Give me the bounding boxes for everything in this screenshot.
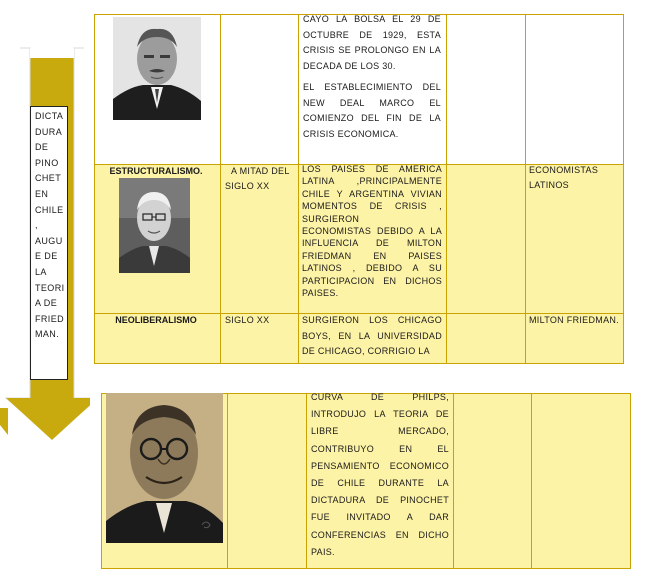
friedman-text-line: DICTADURA DE PINOCHET (311, 495, 449, 506)
estructuralismo-text-line: ECONOMISTAS DEBIDO A LA (302, 226, 442, 237)
side-note-line: FRIED (35, 313, 64, 324)
side-note-box (30, 106, 68, 380)
estructuralismo-event-text (302, 163, 442, 299)
estructuralismo-text-line: INFLUENCIA DE MILTON (302, 238, 442, 249)
estructuralismo-text-line: SURGIERON (302, 213, 360, 224)
estructuralismo-text-line: FRIEDMAN EN PAISES (302, 250, 442, 261)
keynes-text-line: OCTUBRE DE 1929, ESTA (303, 29, 441, 40)
friedman-text-line: FUE INVITADO A DAR (311, 512, 449, 523)
friedman-text-line: INTRODUJO LA TEORIA DE (311, 409, 449, 420)
keynes-period-cell (220, 14, 299, 165)
side-note-line: , (35, 220, 38, 231)
side-note-line: A DE (35, 298, 58, 309)
keynes-authors-cell (446, 14, 526, 165)
keynes-portrait (113, 17, 201, 120)
keynes-text-line: CAYO LA BOLSA EL 29 DE (303, 14, 441, 24)
keynes-text-line: CRISIS ECONOMICA. (303, 128, 399, 139)
keynes-text-line: EL ESTABLECIMIENTO DEL (303, 82, 441, 92)
neoliberalismo-period: SIGLO XX (225, 315, 270, 325)
side-note-line: AUGU (35, 235, 63, 246)
side-note-line: TEORI (35, 282, 65, 293)
estructuralismo-text-line: CHILE Y ARGENTINA VIVIAN (302, 188, 442, 199)
neoliberalismo-authors: MILTON FRIEDMAN. (529, 315, 619, 325)
estructuralismo-label: ESTRUCTURALISMO. (109, 166, 203, 176)
friedman-text-line: CONTRIBUYO EN EL (311, 443, 449, 454)
neoliberalismo-text-line: BOYS, EN LA UNIVERSIDAD (302, 330, 442, 341)
friedman-text-line: PENSAMIENTO ECONOMICO (311, 460, 449, 471)
estructuralismo-text-line: LATINA ,PRINCIPALMENTE (302, 176, 442, 187)
friedman-text-line: DE CHILE DURANTE LA (311, 478, 449, 489)
estructuralismo-portrait (119, 178, 190, 273)
estructuralismo-extra-cell (446, 164, 526, 314)
side-note-line: MAN. (35, 329, 60, 340)
side-note-line: DICTA (35, 111, 64, 121)
side-note-line: PINO (35, 157, 59, 168)
friedman-extra-cell (453, 393, 532, 569)
side-note-line: LA (35, 266, 47, 277)
keynes-text-line: DECADA DE LOS 30. (303, 60, 396, 71)
neoliberalismo-event-text (302, 313, 442, 360)
arrow-top-highlight (30, 48, 74, 58)
estructuralismo-authors: ECONOMISTAS LATINOS (529, 165, 599, 190)
estructuralismo-text-line: PAISES. (302, 288, 339, 299)
neoliberalismo-text-line: DE CHICAGO, CORRIGIO LA (302, 346, 430, 356)
estructuralismo-text-line: LOS PAISES DE AMERICA (302, 164, 442, 174)
side-note-line: DURA (35, 126, 63, 137)
side-note-line: CHET (35, 173, 62, 184)
friedman-event-text (311, 389, 449, 561)
friedman-portrait (106, 393, 223, 543)
estructuralismo-text-line: MOMENTOS DE CRISIS , (302, 201, 442, 212)
side-note-line: EN (35, 188, 49, 199)
friedman-text-line: CONFERENCIAS EN DICHO (311, 529, 449, 540)
side-note-line: CHILE (35, 204, 64, 215)
estructuralismo-text-line: LATINOS , DEBIDO A SU (302, 263, 442, 274)
friedman-text-line: PAIS. (311, 546, 335, 557)
keynes-extra-cell (525, 14, 624, 165)
keynes-text-line: COMIENZO DEL FIN DE LA (303, 113, 441, 123)
friedman-text-line: LIBRE MERCADO, (311, 426, 449, 437)
friedman-period-cell (227, 393, 307, 569)
keynes-event-text (303, 12, 441, 142)
friedman-text-line: CURVA DE PHILPS, (311, 392, 449, 402)
neoliberalismo-extra-cell (446, 313, 526, 364)
side-note-line: DE (35, 142, 49, 153)
keynes-text-line: CRISIS SE PROLONGO EN LA (303, 45, 441, 55)
neoliberalismo-text-line: SURGIERON LOS CHICAGO (302, 315, 442, 325)
keynes-text-line: NEW DEAL MARCO EL (303, 97, 441, 108)
estructuralismo-period: A MITAD DEL SIGLO XX (225, 166, 290, 191)
side-note-line: E DE (35, 251, 58, 262)
estructuralismo-text-line: PARTICIPACION EN DICHOS (302, 275, 442, 286)
friedman-authors-cell (531, 393, 631, 569)
neoliberalismo-label: NEOLIBERALISMO (115, 315, 197, 325)
